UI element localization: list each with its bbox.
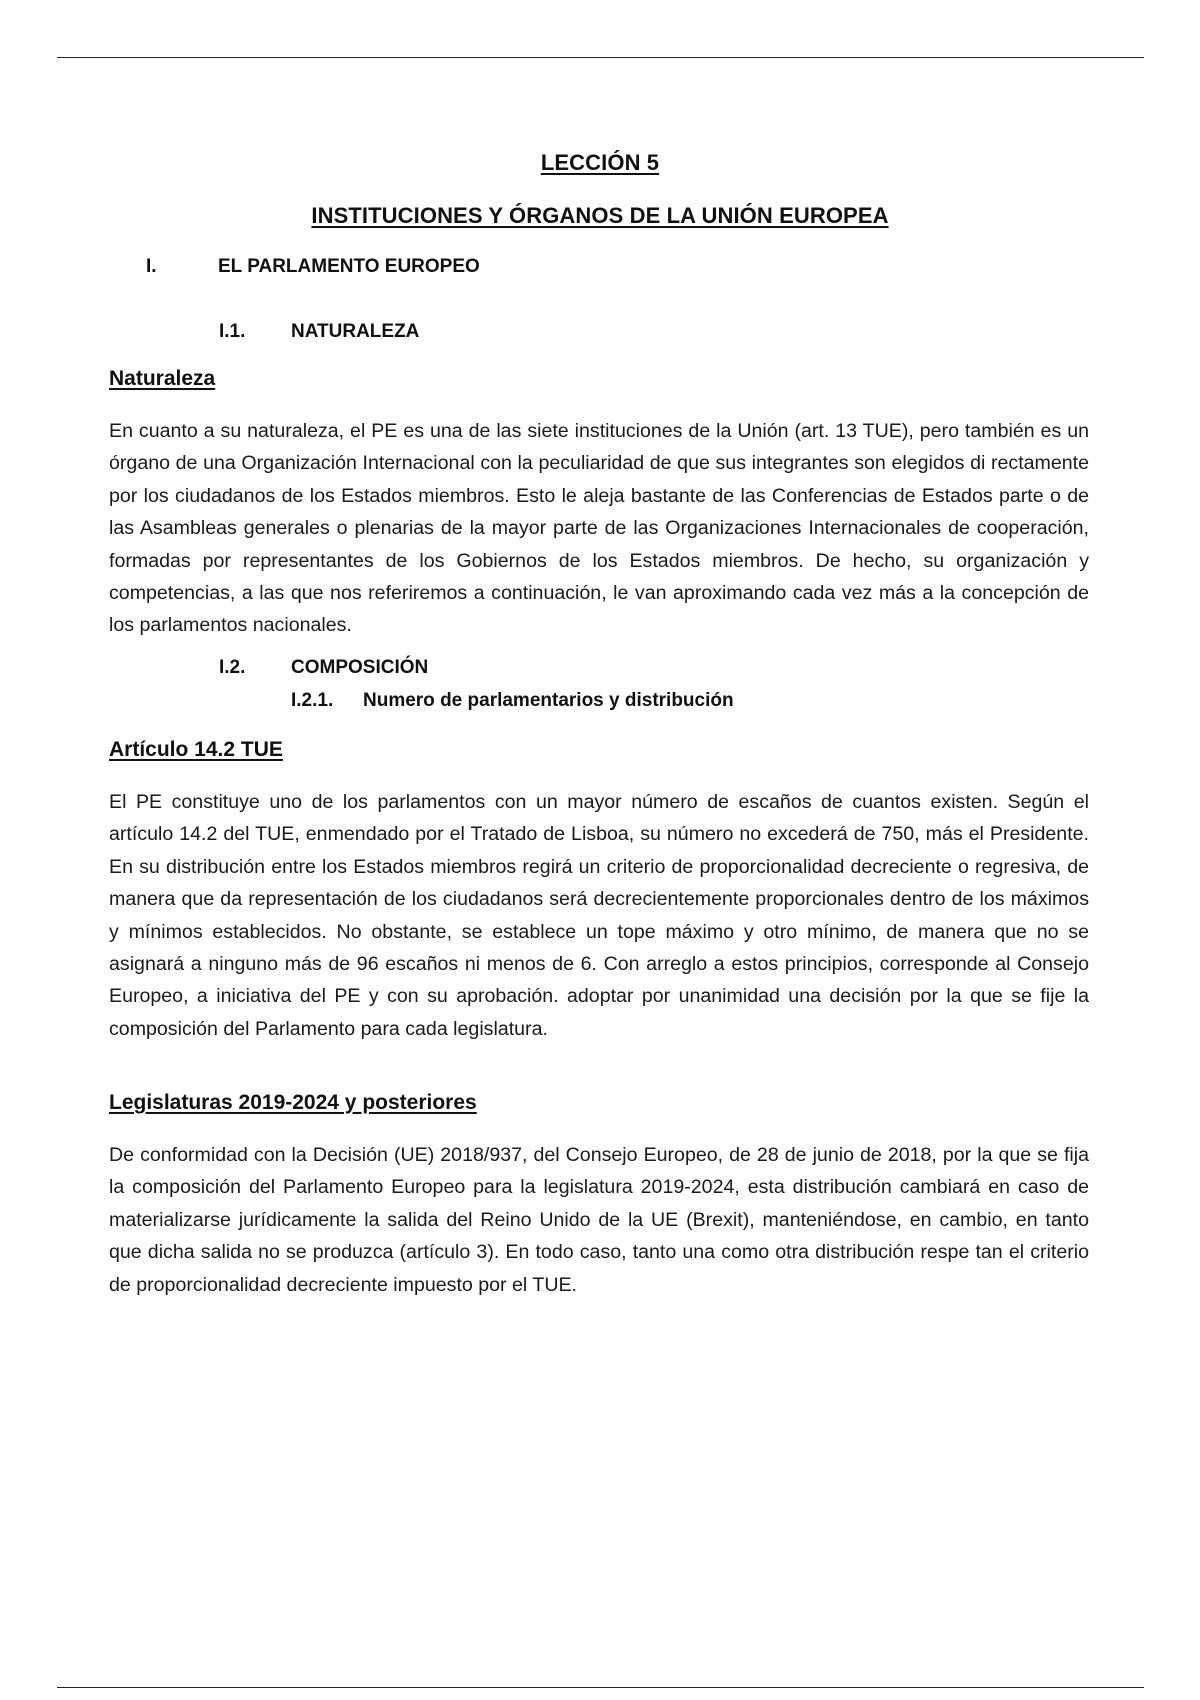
subheading-naturaleza: Naturaleza <box>109 367 216 390</box>
section-heading-1-2-1 <box>291 690 734 712</box>
bottom-rule <box>57 1687 1144 1688</box>
section-number: I.1. <box>219 321 246 342</box>
section-title: NATURALEZA <box>291 321 420 342</box>
lesson-title: LECCIÓN 5 <box>540 150 660 175</box>
section-title: EL PARLAMENTO EUROPEO <box>218 256 480 277</box>
section-heading-1-1 <box>219 321 419 343</box>
section-number: I.2. <box>219 657 246 678</box>
section-number: I.2.1. <box>291 690 334 711</box>
paragraph-legislaturas: De conformidad con la Decisión (UE) 2018/937, del Consejo Europeo, de 28 de junio de 2018, por la que se fija la composición del Parlamento Europeo para la legislatura 2019-2024, esta distribución cambiará en caso de materializarse jurídicamente la salida del Reino Unido de la UE (Brexit), manteniéndose, en cambio, en tanto que dicha salida no se produzca (artículo 3). En todo caso, tanto una como otra distribución respe tan el criterio de proporcionalidad decreciente impuesto por el TUE. <box>109 1144 1089 1296</box>
section-title: COMPOSICIÓN <box>291 657 429 678</box>
main-title: INSTITUCIONES Y ÓRGANOS DE LA UNIÓN EUROPEA <box>311 203 889 228</box>
top-rule <box>57 57 1144 58</box>
section-number: I. <box>146 256 157 277</box>
section-heading-1-2 <box>219 657 428 679</box>
paragraph-naturaleza: En cuanto a su naturaleza, el PE es una de las siete instituciones de la Unión (art. 13 TUE), pero también es un órgano de una Organización Internacional con la peculiaridad de que sus integrantes son elegidos di rectamente por los ciudadanos de los Estados miembros. Esto le aleja bastante de las Conferencias de Estados parte o de las Asambleas generales o plenarias de la mayor parte de las Organizaciones Internacionales de cooperación, formadas por representantes de los Gobiernos de los Estados miembros. De hecho, su organización y competencias, a las que nos referiremos a continuación, le van aproximando cada vez más a la concepción de los parlamentos nacionales. <box>109 420 1089 637</box>
section-heading-1 <box>146 256 480 278</box>
subheading-legislaturas: Legislaturas 2019-2024 y posteriores <box>109 1091 477 1114</box>
section-title: Numero de parlamentarios y distribución <box>363 690 734 711</box>
subheading-articulo: Artículo 14.2 TUE <box>109 738 283 761</box>
paragraph-articulo: El PE constituye uno de los parlamentos con un mayor número de escaños de cuantos existen. Según el artículo 14.2 del TUE, enmendado por el Tratado de Lisboa, su número no excederá de 750, más el Presidente. En su distribución entre los Estados miembros regirá un criterio de proporcionalidad decreciente o regresiva, de manera que da representación de los ciudadanos será decrecientemente proporcionales dentro de los máximos y mínimos establecidos. No obstante, se establece un tope máximo y otro mínimo, de manera que no se asignará a ninguno más de 96 escaños ni menos de 6. Con arreglo a estos principios, corresponde al Consejo Europeo, a iniciativa del PE y con su aprobación. adoptar por unanimidad una decisión por la que se fije la composición del Parlamento para cada legislatura. <box>109 791 1089 1040</box>
